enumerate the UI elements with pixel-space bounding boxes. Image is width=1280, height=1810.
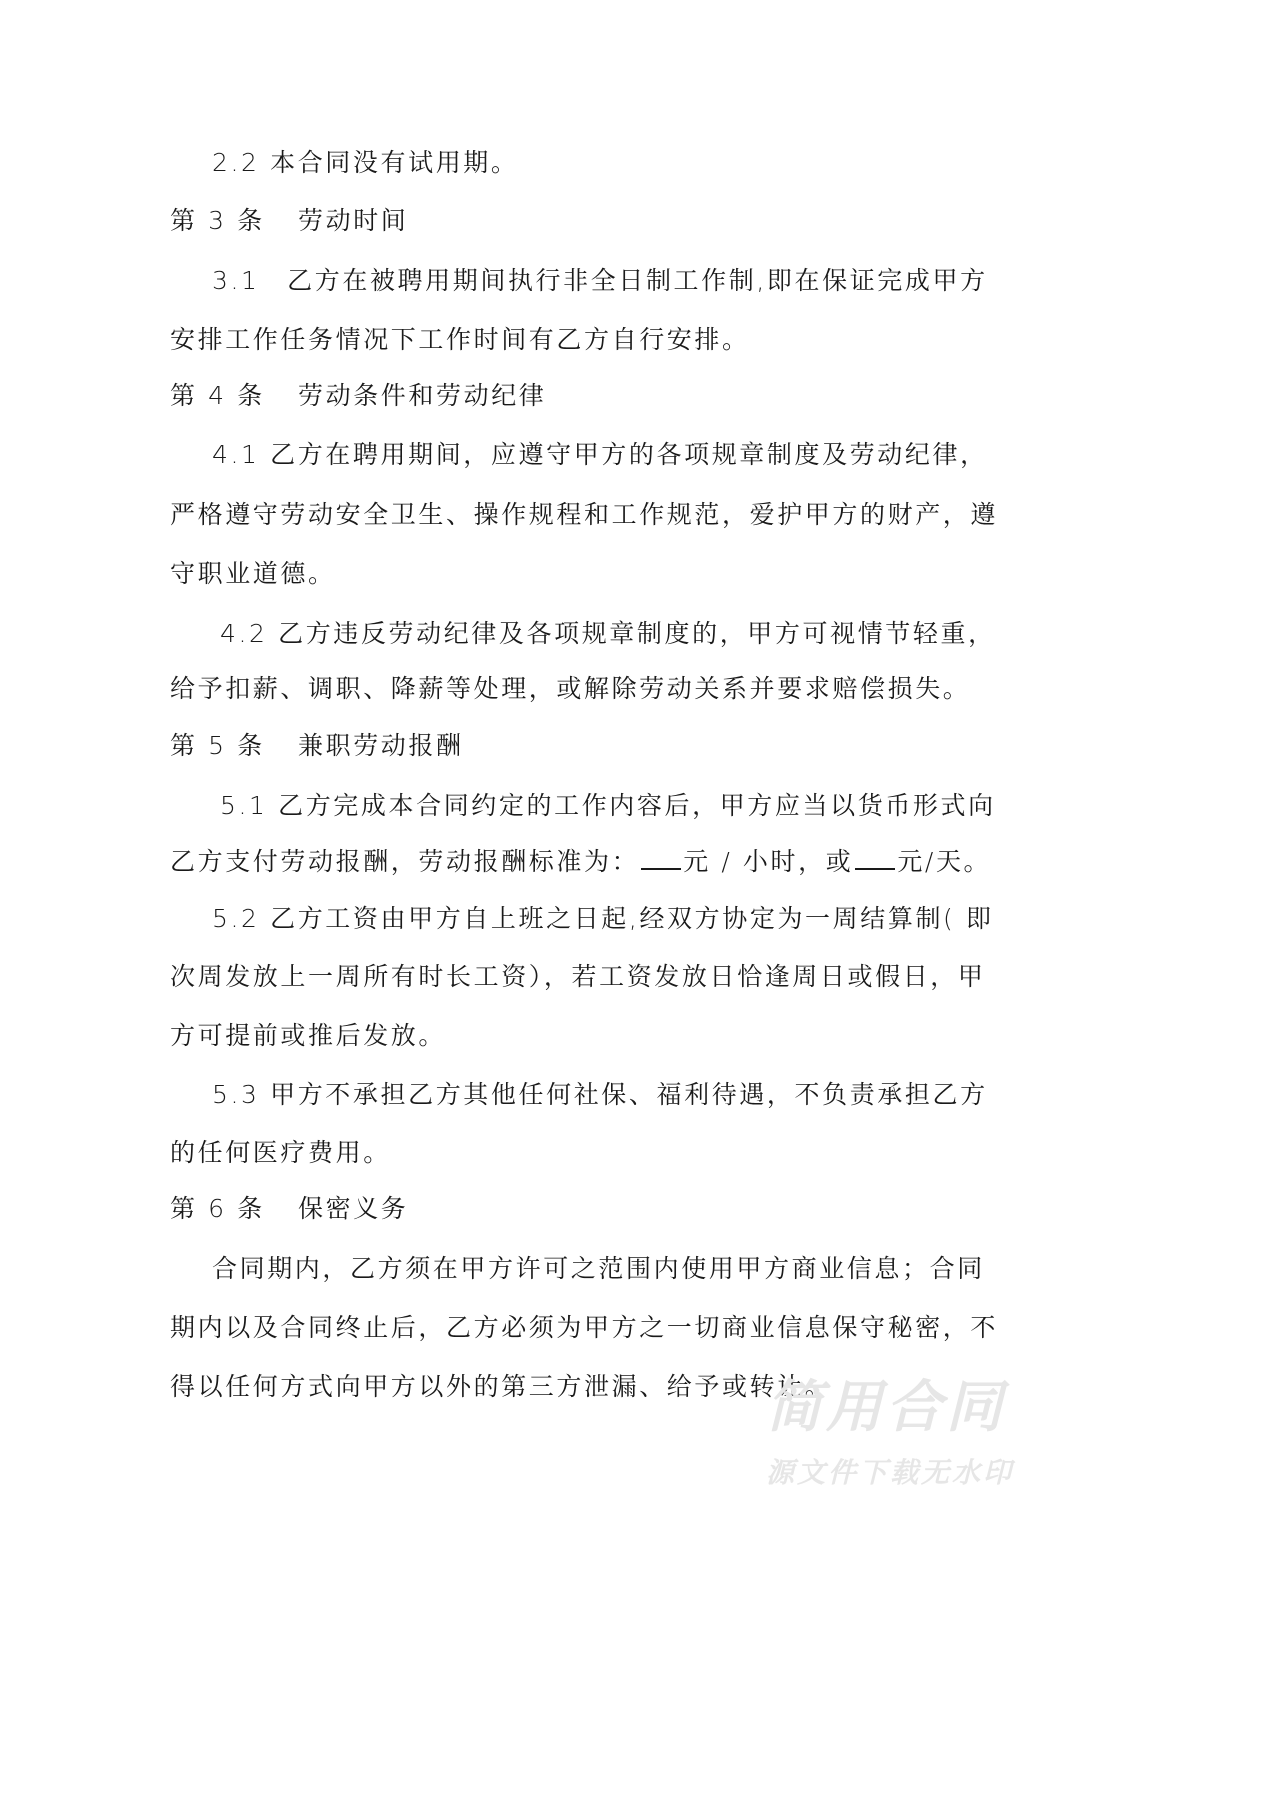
article-title: 兼职劳动报酬 xyxy=(298,731,464,760)
paragraph-5-1-line-1: 5.1 乙方完成本合同约定的工作内容后，甲方应当以货币形式向 xyxy=(220,791,996,820)
paragraph-5-2-line-3: 方可提前或推后发放。 xyxy=(170,1021,447,1050)
article-3-heading xyxy=(170,206,940,236)
paragraph-4-1-line-1: 4.1 乙方在聘用期间，应遵守甲方的各项规章制度及劳动纪律， xyxy=(212,440,988,469)
paragraph-4-1-line-3: 守职业道德。 xyxy=(170,559,336,588)
article-4-heading xyxy=(170,381,940,411)
article-number: 第 6 条 xyxy=(170,1194,265,1223)
hourly-unit: 元 / 小时，或 xyxy=(683,847,854,876)
article-title: 劳动时间 xyxy=(298,206,409,235)
article-title: 劳动条件和劳动纪律 xyxy=(298,381,547,410)
watermark-title: 简用合同 xyxy=(766,1375,1006,1440)
paragraph-6-line-3: 得以任何方式向甲方以外的第三方泄漏、给予或转让。 xyxy=(170,1372,833,1401)
article-number: 第 3 条 xyxy=(170,206,265,235)
daily-unit: 元/天。 xyxy=(897,847,992,876)
watermark xyxy=(766,1375,1036,1490)
article-6-heading xyxy=(170,1194,940,1224)
paragraph-4-1-line-2: 严格遵守劳动安全卫生、操作规程和工作规范，爱护甲方的财产，遵 xyxy=(170,500,999,529)
article-title: 保密义务 xyxy=(298,1194,409,1223)
paragraph-3-1-line-1: 3.1 乙方在被聘用期间执行非全日制工作制,即在保证完成甲方 xyxy=(212,266,988,295)
paragraph-5-3-line-2: 的任何医疗费用。 xyxy=(170,1138,391,1167)
paragraph-4-2-line-2: 给予扣薪、调职、降薪等处理，或解除劳动关系并要求赔偿损失。 xyxy=(170,674,971,703)
article-5-heading xyxy=(170,731,940,761)
paragraph-5-3-line-1: 5.3 甲方不承担乙方其他任何社保、福利待遇，不负责承担乙方 xyxy=(212,1080,988,1109)
paragraph-5-2-line-1: 5.2 乙方工资由甲方自上班之日起,经双方协定为一周结算制( 即 xyxy=(212,904,994,933)
paragraph-2-2: 2.2 本合同没有试用期。 xyxy=(212,148,519,177)
article-number: 第 4 条 xyxy=(170,381,265,410)
paragraph-6-line-2: 期内以及合同终止后，乙方必须为甲方之一切商业信息保守秘密，不 xyxy=(170,1313,999,1342)
article-number: 第 5 条 xyxy=(170,731,265,760)
paragraph-5-1-line-2 xyxy=(170,846,992,876)
paragraph-4-2-line-1: 4.2 乙方违反劳动纪律及各项规章制度的，甲方可视情节轻重， xyxy=(220,619,996,648)
watermark-subtitle: 源文件下载无水印 xyxy=(766,1456,1015,1489)
paragraph-6-line-1: 合同期内，乙方须在甲方许可之范围内使用甲方商业信息；合同 xyxy=(212,1254,985,1283)
wage-label: 乙方支付劳动报酬，劳动报酬标准为： xyxy=(170,847,640,876)
daily-rate-blank[interactable] xyxy=(855,846,895,870)
hourly-rate-blank[interactable] xyxy=(641,846,681,870)
paragraph-3-1-line-2: 安排工作任务情况下工作时间有乙方自行安排。 xyxy=(170,325,750,354)
paragraph-5-2-line-2: 次周发放上一周所有时长工资），若工资发放日恰逢周日或假日，甲 xyxy=(170,962,986,991)
